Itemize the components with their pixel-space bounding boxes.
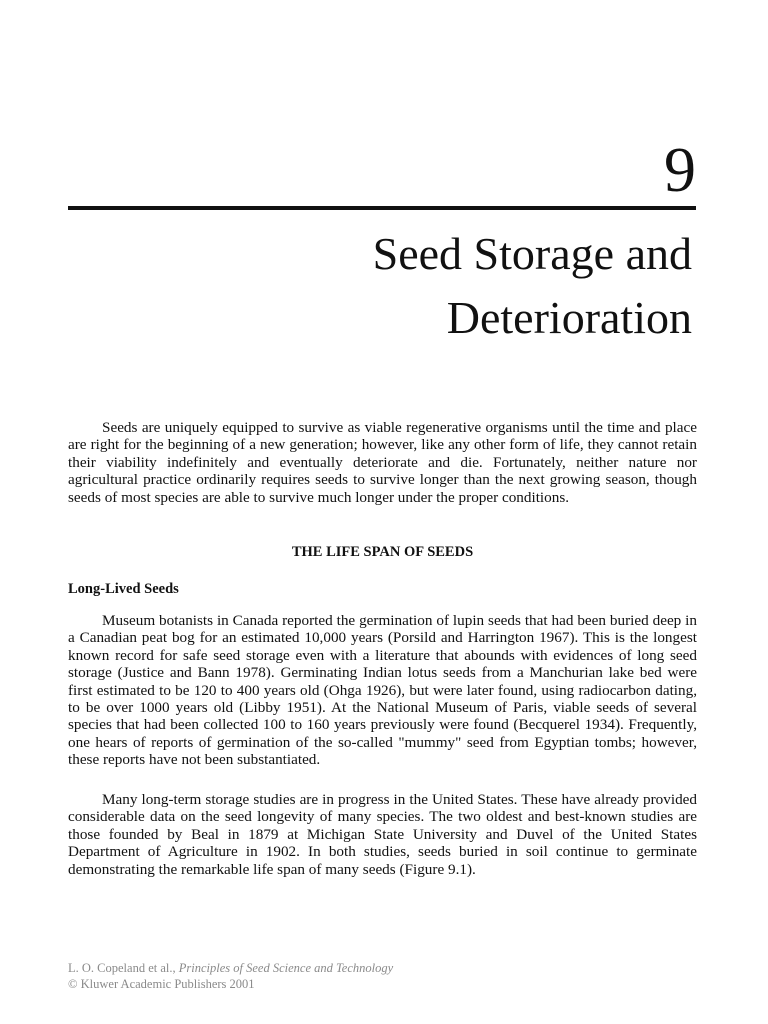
chapter-title: [132, 222, 692, 350]
body-paragraph: Museum botanists in Canada reported the germination of lupin seeds that had been buried deep in a Canadian peat bog for an estimated 10,000 years (Porsild and Harrington 1967). This is the longest known record for safe seed storage even with a literature that abounds with evidences of long seed storage (Justice and Bann 1978). Germinating Indian lotus seeds from a Manchurian lake bed were first estimated to be 120 to 400 years old (Ohga 1926), but were later found, using radiocarbon dating, to be over 1000 years old (Libby 1951). At the National Museum of Paris, viable seeds of several species that had been collected 100 to 160 years previously were found (Becquerel 1934). Frequently, one hears of reports of germination of the so-called "mummy" seed from Egyptian tombs; however, these reports have not been substantiated.: [68, 612, 697, 769]
chapter-number: 9: [664, 134, 696, 205]
body-paragraph: Many long-term storage studies are in progress in the United States. These have already provided considerable data on the seed longevity of many species. The two oldest and best-known studies are those founded by Beal in 1879 at Michigan State University and Duvel of the United States Department of Agriculture in 1902. In both studies, seeds buried in soil continue to germinate demonstrating the remarkable life span of many seeds (Figure 9.1).: [68, 791, 697, 878]
footer-book-title: Principles of Seed Science and Technology: [178, 961, 394, 975]
footer-line-1: [68, 960, 393, 976]
subsection-heading: Long-Lived Seeds: [68, 581, 179, 597]
footer-citation: [68, 960, 393, 992]
intro-paragraph: Seeds are uniquely equipped to survive as viable regenerative organisms until the time and place are right for the beginning of a new generation; however, like any other form of life, they cannot retain their viability indefinitely and eventually deteriorate and die. Fortunately, neither nature nor agricultural practice ordinarily requires seeds to survive longer than the next growing season, though seeds of most species are able to survive much longer under the proper conditions.: [68, 419, 697, 506]
chapter-rule: [68, 206, 696, 210]
section-heading: THE LIFE SPAN OF SEEDS: [291, 544, 474, 560]
chapter-title-line-1: Seed Storage and: [372, 228, 692, 279]
footer-authors: L. O. Copeland et al.,: [68, 961, 176, 975]
chapter-title-line-2: Deterioration: [446, 292, 692, 343]
footer-copyright: © Kluwer Academic Publishers 2001: [68, 977, 255, 991]
